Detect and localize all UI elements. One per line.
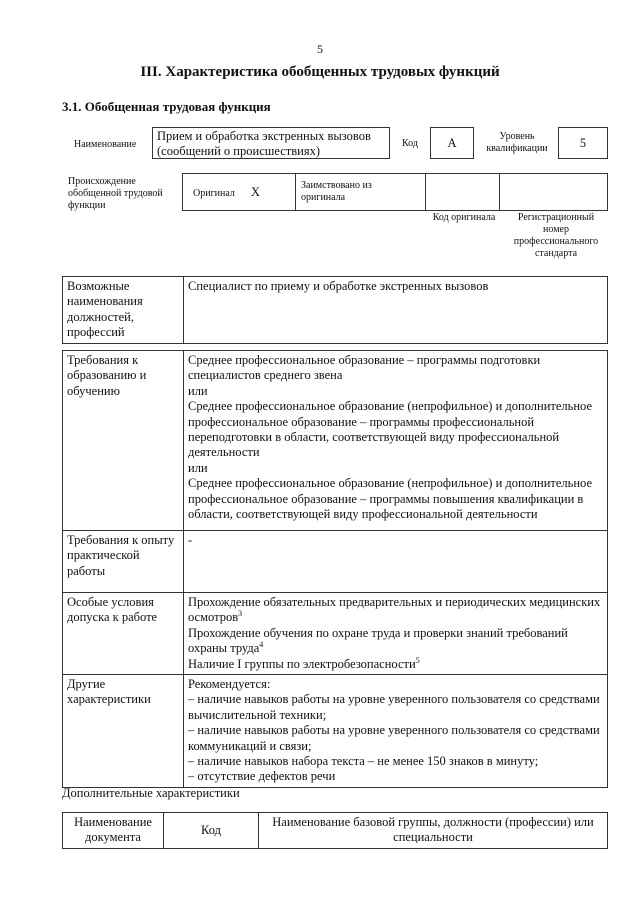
special-value	[184, 593, 608, 675]
section-title: III. Характеристика обобщенных трудовых функций	[140, 64, 500, 80]
gtf-code-label: Код	[402, 138, 418, 149]
positions-table	[62, 276, 608, 344]
gtf-code-value: А	[430, 127, 474, 159]
other-line: – отсутствие дефектов речи	[188, 769, 336, 784]
education-line: Среднее профессиональное образование – программы подготовки специалистов среднего звена	[188, 353, 541, 383]
page-number: 5	[317, 42, 323, 56]
additional-col-name: Наименование базовой группы, должности (профессии) или специальности	[259, 813, 608, 849]
education-line: или	[188, 460, 208, 475]
other-line: – наличие навыков работы на уровне уверенного пользователя со средствами вычислительной техники;	[188, 692, 600, 722]
origin-original-label: Оригинал	[193, 188, 235, 199]
other-line: Рекомендуется:	[188, 677, 271, 692]
positions-value: Специалист по приему и обработке экстренных вызовов	[184, 277, 608, 344]
gtf-level-value: 5	[558, 127, 608, 159]
origin-divider	[425, 174, 426, 210]
special-label: Особые условия допуска к работе	[63, 593, 184, 675]
positions-label: Возможные наименования должностей, профессий	[63, 277, 184, 344]
other-label: Другие характеристики	[63, 675, 184, 788]
special-line	[188, 595, 603, 626]
education-line: Среднее профессиональное образование (непрофильное) и дополнительное профессиональное образование – программы повышения квалификации в области, соответствующей виду профессиональной деятельности	[188, 476, 592, 522]
origin-label: Происхождение обобщенной трудовой функции	[68, 176, 163, 211]
education-line: или	[188, 383, 208, 398]
origin-borrowed-label: Заимствовано из оригинала	[301, 180, 372, 203]
additional-title: Дополнительные характеристики	[62, 786, 240, 800]
other-line: – наличие навыков набора текста – не менее 150 знаков в минуту;	[188, 754, 539, 769]
special-line-text: Наличие I группы по электробезопасности	[188, 656, 416, 671]
experience-label: Требования к опыту практической работы	[63, 531, 184, 593]
other-value	[184, 675, 608, 788]
requirements-table	[62, 350, 608, 788]
education-line: Среднее профессиональное образование (непрофильное) и дополнительное профессиональное образование – программы профессиональной переподготовки в области, соответствующей виду профессиональной деятельности	[188, 399, 592, 460]
additional-col-document: Наименование документа	[63, 813, 164, 849]
additional-table	[62, 812, 608, 849]
special-line	[188, 626, 603, 657]
footnote-ref: 3	[238, 609, 243, 619]
origin-reg-caption: Регистрационный номер профессионального стандарта	[513, 212, 599, 259]
special-line-text: Прохождение обучения по охране труда и проверки знаний требований охраны труда	[188, 625, 568, 656]
special-line	[188, 657, 603, 672]
origin-original-mark: Х	[251, 185, 261, 199]
gtf-name-label: Наименование	[74, 139, 137, 150]
special-line-text: Прохождение обязательных предварительных и периодических медицинских осмотров	[188, 595, 601, 625]
gtf-name-value: Прием и обработка экстренных вызовов (сообщений о происшествиях)	[152, 127, 390, 159]
origin-divider	[499, 174, 500, 210]
additional-col-code: Код	[164, 813, 259, 849]
experience-value: -	[184, 531, 608, 593]
origin-code-caption: Код оригинала	[432, 212, 496, 223]
education-value	[184, 351, 608, 531]
other-line: – наличие навыков работы на уровне уверенного пользователя со средствами коммуникаций и связи;	[188, 723, 600, 753]
footnote-ref: 5	[415, 655, 420, 665]
origin-divider	[295, 174, 296, 210]
footnote-ref: 4	[259, 640, 264, 650]
origin-table	[182, 173, 608, 211]
education-label: Требования к образованию и обучению	[63, 351, 184, 531]
gtf-level-label: Уровень квалификации	[486, 131, 548, 154]
subsection-title: 3.1. Обобщенная трудовая функция	[62, 99, 271, 114]
